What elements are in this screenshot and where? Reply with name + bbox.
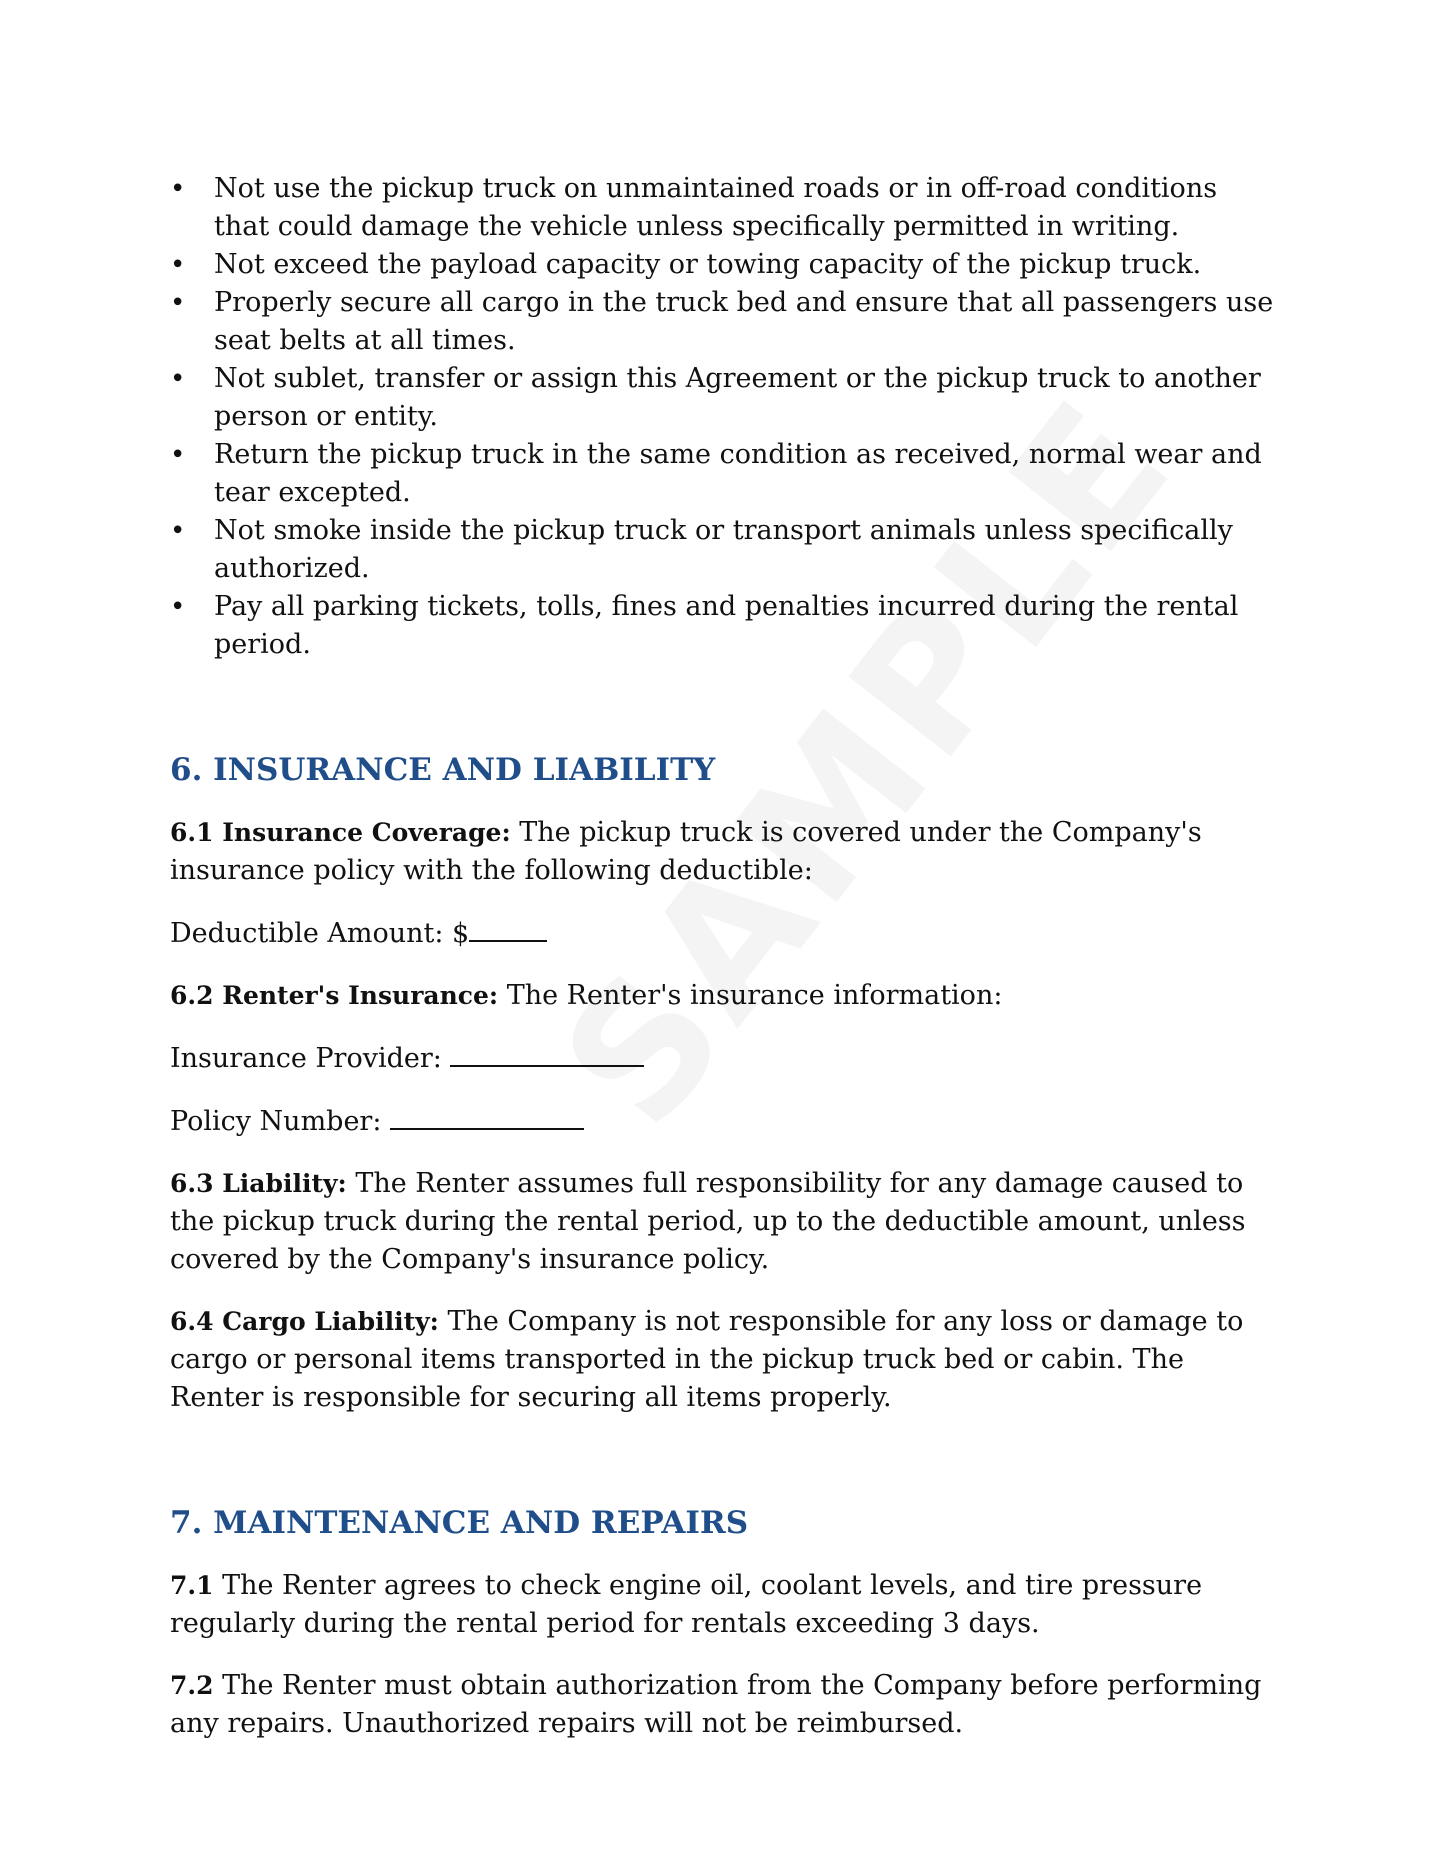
clause-6-4 [170, 1303, 1280, 1417]
bullet-icon: • [170, 440, 186, 470]
list-item [170, 512, 1280, 588]
list-item-text: Return the pickup truck in the same condition as received, normal wear and tear excepted. [214, 439, 1262, 508]
bullet-icon: • [170, 174, 186, 204]
bullet-icon: • [170, 250, 186, 280]
clause-6-2-text: The Renter's insurance information: [498, 980, 1003, 1011]
clause-6-4-label: 6.4 Cargo Liability: [170, 1307, 439, 1336]
clause-6-2-label: 6.2 Renter's Insurance: [170, 981, 499, 1010]
list-item-text: Not exceed the payload capacity or towing capacity of the pickup truck. [214, 249, 1202, 280]
list-item-text: Not use the pickup truck on unmaintained roads or in off-road conditions that could damage the vehicle unless specifically permitted in writing. [214, 173, 1218, 242]
insurance-provider-blank[interactable] [450, 1039, 644, 1067]
clause-6-1 [170, 814, 1280, 890]
clause-7-1 [170, 1567, 1280, 1643]
list-item-text: Properly secure all cargo in the truck bed and ensure that all passengers use seat belts at all times. [214, 287, 1274, 356]
renter-obligations-list [170, 170, 1280, 664]
clause-7-2 [170, 1667, 1280, 1743]
page-content [170, 170, 1280, 1767]
section-7-heading: 7. MAINTENANCE AND REPAIRS [170, 1505, 749, 1541]
list-item-text: Not sublet, transfer or assign this Agreement or the pickup truck to another person or entity. [214, 363, 1261, 432]
clause-6-1-text: The pickup truck is covered under the Company's insurance policy with the following deductible: [170, 817, 1202, 886]
clause-6-3-label: 6.3 Liability: [170, 1169, 347, 1198]
deductible-field [170, 914, 1280, 953]
bullet-icon: • [170, 364, 186, 394]
bullet-icon: • [170, 288, 186, 318]
list-item-text: Not smoke inside the pickup truck or transport animals unless specifically authorized. [214, 515, 1233, 584]
insurance-provider-label: Insurance Provider: [170, 1043, 451, 1074]
policy-number-blank[interactable] [390, 1102, 584, 1130]
list-item [170, 588, 1280, 664]
deductible-label: Deductible Amount: $ [170, 918, 470, 949]
clause-7-2-text: The Renter must obtain authorization from the Company before performing any repairs. Unauthorized repairs will not be reimbursed. [170, 1670, 1262, 1739]
bullet-icon: • [170, 592, 186, 622]
clause-6-1-label: 6.1 Insurance Coverage: [170, 818, 511, 847]
clause-6-2 [170, 977, 1280, 1015]
list-item [170, 360, 1280, 436]
clause-6-3 [170, 1165, 1280, 1279]
list-item [170, 284, 1280, 360]
list-item [170, 436, 1280, 512]
bullet-icon: • [170, 516, 186, 546]
clause-7-1-text: The Renter agrees to check engine oil, coolant levels, and tire pressure regularly during the rental period for rentals exceeding 3 days. [170, 1570, 1203, 1639]
list-item-text: Pay all parking tickets, tolls, fines and penalties incurred during the rental period. [214, 591, 1239, 660]
policy-number-field [170, 1102, 1280, 1141]
clause-7-1-label: 7.1 [170, 1571, 214, 1600]
clause-6-4-text: The Company is not responsible for any loss or damage to cargo or personal items transported in the pickup truck bed or cabin. The Renter is responsible for securing all items properly. [170, 1306, 1244, 1413]
insurance-provider-field [170, 1039, 1280, 1078]
clause-7-2-label: 7.2 [170, 1671, 214, 1700]
list-item [170, 246, 1280, 284]
policy-number-label: Policy Number: [170, 1106, 391, 1137]
deductible-blank[interactable] [469, 914, 547, 942]
section-6-heading: 6. INSURANCE AND LIABILITY [170, 752, 716, 788]
list-item [170, 170, 1280, 246]
clause-6-3-text: The Renter assumes full responsibility for any damage caused to the pickup truck during the rental period, up to the deductible amount, unless covered by the Company's insurance policy. [170, 1168, 1246, 1275]
